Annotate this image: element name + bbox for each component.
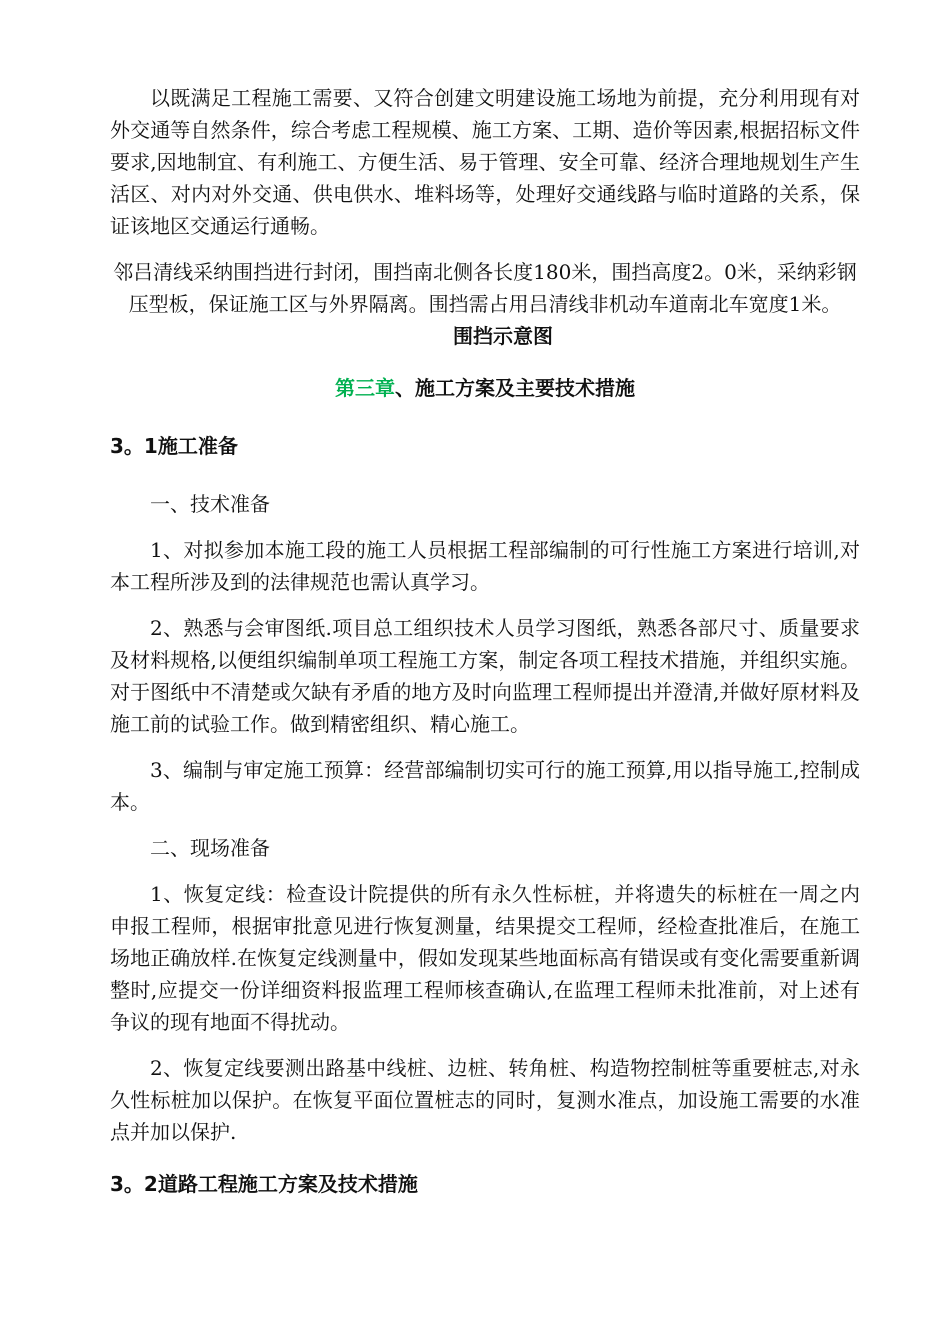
section-title-3-2: 3。2道路工程施工方案及技术措施: [110, 1172, 418, 1196]
site-prep-item-1: 1、恢复定线：检查设计院提供的所有永久性标桩，并将遗失的标桩在一周之内申报工程师，根据审批意见进行恢复测量，结果提交工程师，经检查批准后，在施工场地正确放样.在恢复定线测量中，假如发现某些地面标高有错误或有变化需要重新调整时,应提交一份详细资料报监理工程师核查确认,在监理工程师未批准前，对上述有争议的现有地面不得扰动。: [110, 882, 860, 1034]
site-prep-item-2: 2、恢复定线要测出路基中线桩、边桩、转角桩、构造物控制桩等重要桩志,对永久性标桩加以保护。在恢复平面位置桩志的同时，复测水准点，加设施工需要的水准点并加以保护.: [110, 1056, 860, 1144]
tech-prep-item-1: 1、对拟参加本施工段的施工人员根据工程部编制的可行性施工方案进行培训,对本工程所涉及到的法律规范也需认真学习。: [110, 538, 860, 594]
tech-prep-item-2: 2、熟悉与会审图纸.项目总工组织技术人员学习图纸，熟悉各部尺寸、质量要求及材料规格,以便组织编制单项工程施工方案，制定各项工程技术措施，并组织实施。对于图纸中不清楚或欠缺有矛盾的地方及时向监理工程师提出并澄清,并做好原材料及施工前的试验工作。做到精密组织、精心施工。: [110, 616, 860, 736]
tech-prep-heading: 一、技术准备: [150, 492, 270, 516]
fence-paragraph: [110, 256, 860, 352]
fence-text: 邻吕清线采纳围挡进行封闭，围挡南北侧各长度180米，围挡高度2。0米，采纳彩钢压型板，保证施工区与外界隔离。围挡需占用吕清线非机动车道南北车宽度1米。: [113, 260, 857, 316]
section-title-3-1: 3。1施工准备: [110, 434, 238, 458]
site-prep-heading: 二、现场准备: [150, 836, 270, 860]
chapter-title-text: 、施工方案及主要技术措施: [395, 376, 635, 400]
tech-prep-item-3: 3、编制与审定施工预算：经营部编制切实可行的施工预算,用以指导施工,控制成本。: [110, 758, 860, 814]
chapter-number: 第三章: [335, 376, 395, 400]
fence-diagram-caption: 围挡示意图: [453, 324, 553, 348]
intro-paragraph: 以既满足工程施工需要、又符合创建文明建设施工场地为前提，充分利用现有对外交通等自然条件，综合考虑工程规模、施工方案、工期、造价等因素,根据招标文件要求,因地制宜、有利施工、方便生活、易于管理、安全可靠、经济合理地规划生产生活区、对内对外交通、供电供水、堆料场等，处理好交通线路与临时道路的关系，保证该地区交通运行通畅。: [110, 86, 860, 238]
chapter-title: [110, 372, 860, 404]
document-page: [110, 82, 860, 1200]
